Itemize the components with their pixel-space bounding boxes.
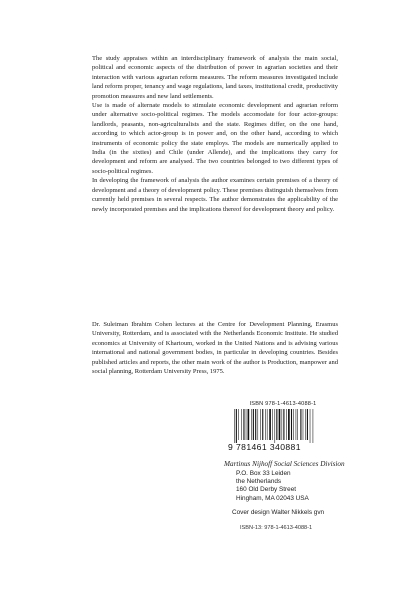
author-biography	[92, 320, 338, 376]
publisher-address-line: Hingham, MA 02043 USA	[236, 494, 309, 502]
barcode-bars	[232, 409, 336, 443]
publisher-address-line: P.O. Box 33 Leiden	[236, 470, 291, 477]
publisher-address-line: the Netherlands	[236, 478, 282, 486]
publisher-info	[224, 460, 344, 503]
book-abstract	[92, 54, 338, 214]
abstract-paragraph-3: In developing the framework of analysis the author examines certain premises of a theory of development and a theory of development policy. These premises distinguish themselves from currently held premises in several respects. The author demonstrates the applicability of the newly incorporated premises and the implications thereof for development theory and policy.	[92, 177, 338, 213]
author-bio-text: Dr. Suleiman Ibrahim Cohen lectures at the Centre for Development Planning, Erasmus University, Rotterdam, and is associated with the Netherlands Economic Institute. He studied economics at University of Khartoum, worked in the United Nations and is advising various international and national government bodies, in particular in developing countries. Besides published articles and reports, the other main work of the author is Production, manpower and social planning, Rotterdam University Press, 1975.	[92, 321, 338, 376]
isbn-13-text: ISBN-13: 978-1-4613-4088-1	[240, 525, 313, 531]
abstract-paragraph-2: Use is made of alternate models to stimulate economic development and agrarian reform under alternative socio-political regimes. The models accomodate for four actor-groups: landlords, peasants, non-agriculturalists and the state. Regimes differ, on the one hand, according to which actor-group is in power and, on the other hand, according to which instruments of economic policy the state employs. The models are numerically applied to India (in the sixties) and Chile (under Allende), and the implications they carry for development and reform are analysed. The two countries belonged to two different types of socio-political regimes.	[92, 102, 338, 175]
barcode-isbn-label: ISBN 978-1-4613-4088-1	[249, 401, 317, 407]
publisher-name: Martinus Nijhoff Social Sciences Division	[224, 460, 345, 468]
publisher-address-line: 160 Old Derby Street	[236, 486, 297, 494]
cover-design-credit: Cover design Walter Nikkels gvn	[232, 509, 325, 516]
barcode-digits: 9 781461 340881	[228, 442, 301, 452]
abstract-paragraph-1: The study appraises within an interdisciplinary framework of analysis the main social, political and economic aspects of the distribution of power in agrarian societies and their interaction with various agrarian reform measures. The reform measures investigated include land reform proper, tenancy and wage regulations, land taxes, institutional credit, productivity promotion measures and new land settlements.	[92, 55, 338, 100]
isbn-barcode	[228, 401, 338, 453]
